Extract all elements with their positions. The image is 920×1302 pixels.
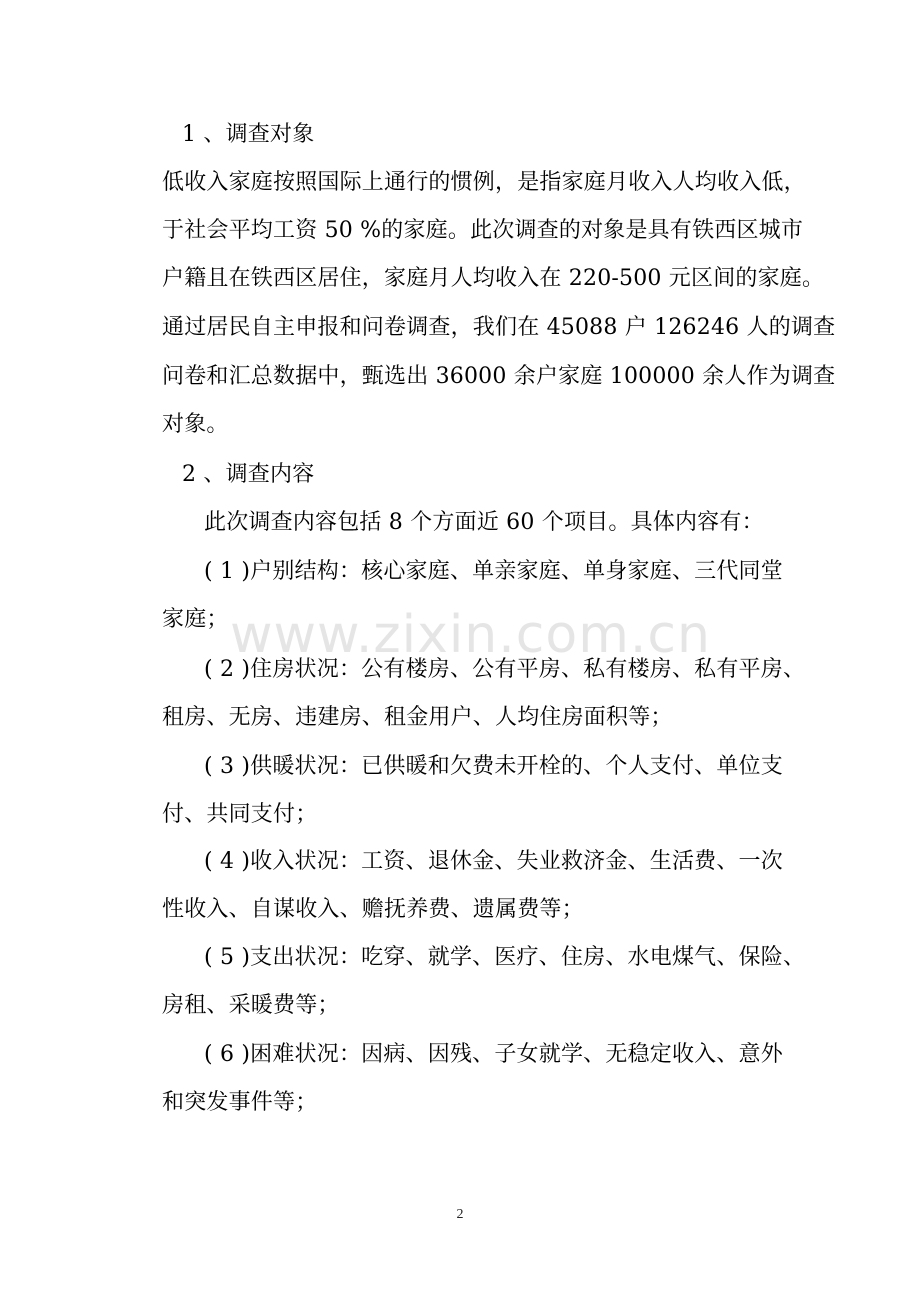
paragraph-line: 问卷和汇总数据中，甄选出 36000 余户家庭 100000 余人作为调查 (162, 364, 836, 389)
paragraph-line: 于社会平均工资 50 %的家庭。此次调查的对象是具有铁西区城市 (162, 218, 804, 243)
page-number: 2 (456, 1207, 464, 1222)
section-heading-survey-subjects: 1 、调查对象 (182, 122, 315, 147)
list-item-line: 付、共同支付； (162, 802, 318, 827)
list-item-line: ( 5 )支出状况：吃穿、就学、医疗、住房、水电煤气、保险、 (204, 945, 806, 970)
paragraph-line: 户籍且在铁西区居住，家庭月人均收入在 220-500 元区间的家庭。 (162, 266, 825, 291)
list-item-line: ( 3 )供暖状况：已供暖和欠费未开栓的、个人支付、单位支 (204, 754, 783, 779)
section-heading-survey-content: 2 、调查内容 (182, 462, 315, 487)
paragraph-line: 此次调查内容包括 8 个方面近 60 个项目。具体内容有： (204, 510, 764, 535)
watermark: www.zixin.com.cn (230, 605, 711, 665)
list-item-line: ( 4 )收入状况：工资、退休金、失业救济金、生活费、一次 (204, 849, 783, 874)
list-item-line: 家庭； (162, 607, 229, 632)
paragraph-line: 低收入家庭按照国际上通行的惯例，是指家庭月收入人均收入低， (162, 170, 806, 195)
list-item-line: ( 2 )住房状况：公有楼房、公有平房、私有楼房、私有平房、 (204, 657, 806, 682)
list-item-line: 租房、无房、违建房、租金用户、人均住房面积等； (162, 705, 673, 730)
list-item-line: ( 1 )户别结构：核心家庭、单亲家庭、单身家庭、三代同堂 (204, 559, 783, 584)
list-item-line: ( 6 )困难状况：因病、因残、子女就学、无稳定收入、意外 (204, 1042, 783, 1067)
list-item-line: 性收入、自谋收入、赡抚养费、遗属费等； (162, 897, 584, 922)
paragraph-line: 通过居民自主申报和问卷调查，我们在 45088 户 126246 人的调查 (162, 315, 836, 340)
list-item-line: 房租、采暖费等； (162, 993, 340, 1018)
list-item-line: 和突发事件等； (162, 1090, 318, 1115)
paragraph-line: 对象。 (162, 412, 229, 437)
